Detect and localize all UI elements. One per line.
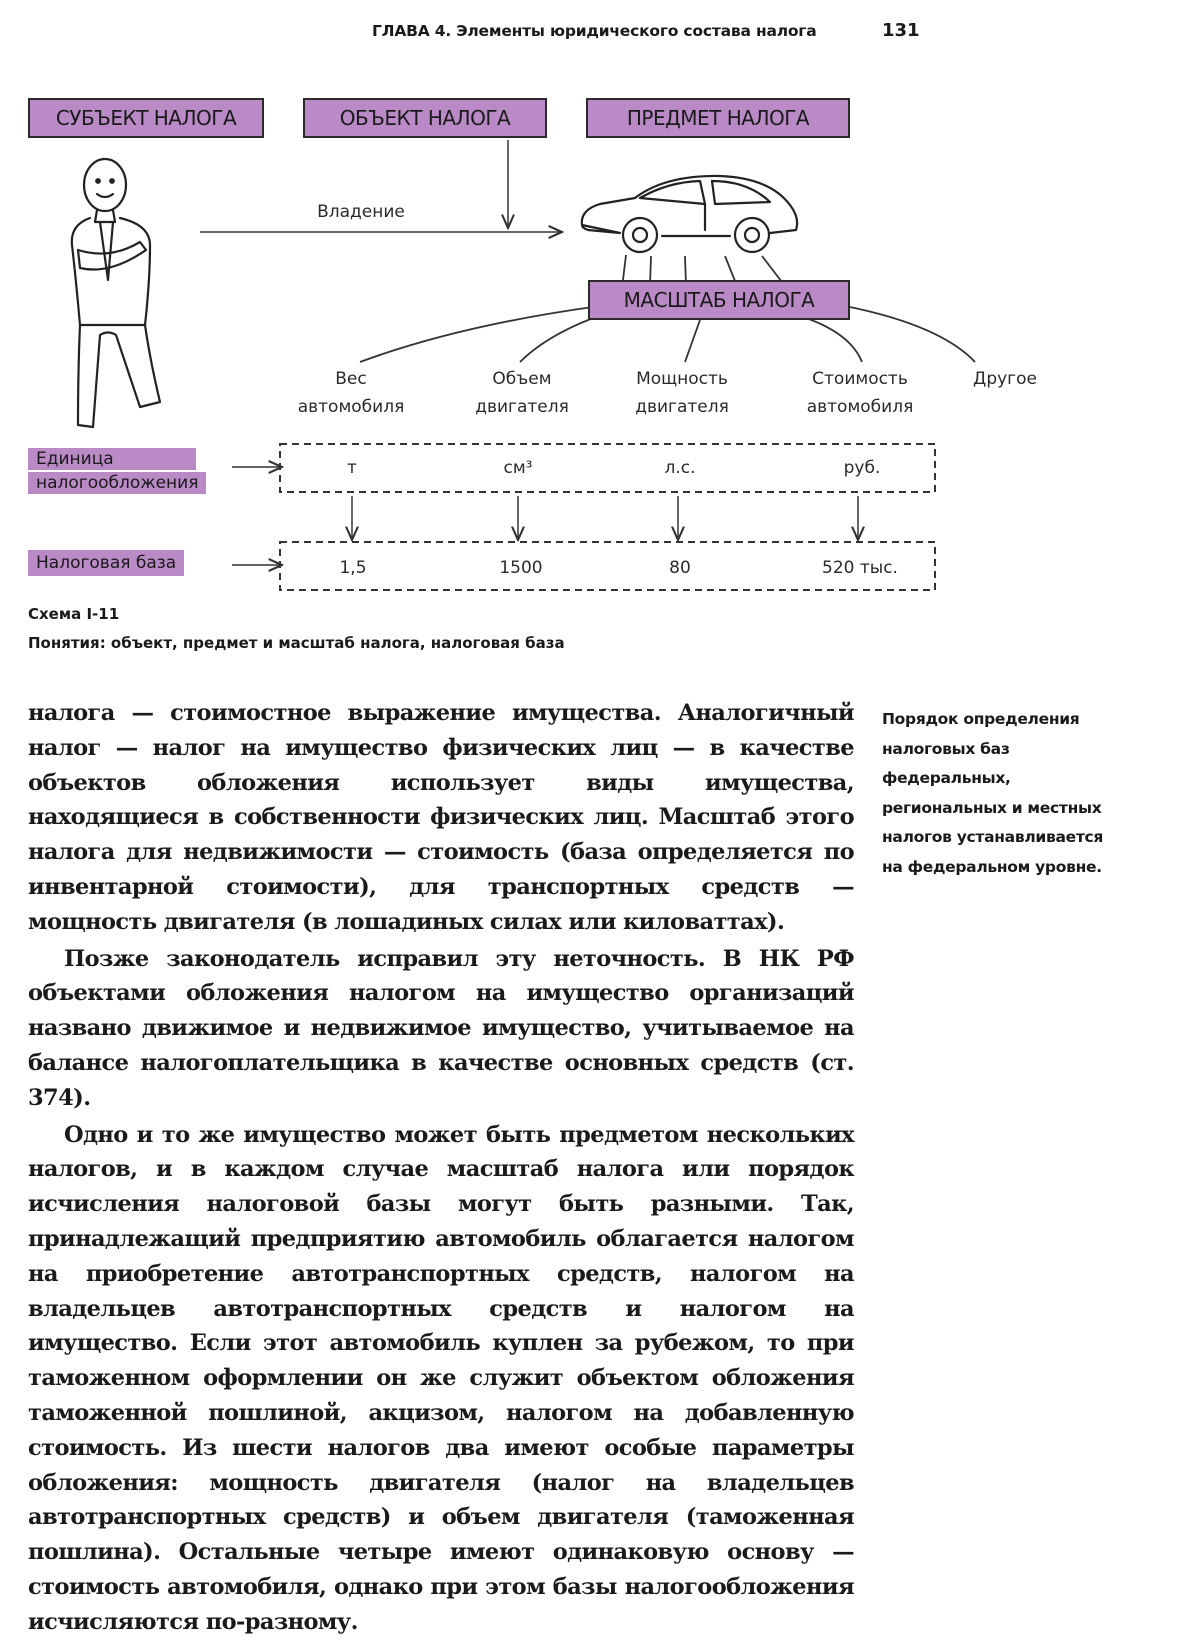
margin-note: Порядок определения налоговых баз федеральных, региональных и местных налогов устанавливается на федеральном уровне. — [882, 710, 1104, 876]
scale-option: Вес автомобиля — [297, 369, 405, 417]
unit-row-label-2: налогообложения — [28, 472, 206, 494]
scale-option: Объем двигателя — [475, 369, 569, 417]
unit-value: руб. — [843, 458, 881, 478]
unit-value: см³ — [503, 458, 533, 478]
base-value: 80 — [669, 558, 691, 578]
chapter-title: ГЛАВА 4. Элементы юридического состава налога — [372, 22, 817, 40]
base-value: 1500 — [499, 558, 543, 578]
unit-row-label: Единица — [28, 448, 196, 470]
object-box: ОБЪЕКТ НАЛОГА — [303, 98, 547, 138]
person-icon — [72, 159, 160, 427]
diagram-lines — [0, 70, 1203, 610]
ownership-label: Владение — [317, 202, 405, 222]
item-box: ПРЕДМЕТ НАЛОГА — [586, 98, 850, 138]
tax-elements-diagram — [0, 70, 1203, 610]
base-value: 1,5 — [339, 558, 367, 578]
main-text — [28, 696, 854, 1640]
base-value: 520 тыс. — [822, 558, 898, 578]
paragraph: налога — стоимостное выражение имущества. Аналогичный налог — налог на имущество физических лиц — в качестве объектов обложения использует виды имущества, находящиеся в собственности физических лиц. Масштаб этого налога для недвижимости — стоимость (база определяется по инвентарной стоимости), для транспортных средств — мощность двигателя (в лошадиных силах или киловаттах). — [28, 700, 854, 935]
unit-value: л.с. — [664, 458, 696, 478]
car-icon — [582, 176, 797, 252]
unit-value: т — [347, 458, 357, 478]
figure-caption — [28, 600, 565, 658]
page-header — [0, 18, 1203, 48]
figure-number: Схема I-11 — [28, 605, 120, 623]
scale-option: Другое — [973, 369, 1037, 389]
scale-option: Мощность двигателя — [635, 369, 729, 417]
page-number: 131 — [882, 20, 920, 41]
scale-option: Стоимость автомобиля — [806, 369, 914, 417]
paragraph: Позже законодатель исправил эту неточность. В НК РФ объектами обложения налогом на имущество организаций названо движимое и недвижимое имущество, учитываемое на балансе налогоплательщика в качестве основных средств (ст. 374). — [28, 945, 854, 1111]
figure-title: Понятия: объект, предмет и масштаб налога, налоговая база — [28, 634, 565, 652]
scale-box: МАСШТАБ НАЛОГА — [588, 280, 850, 320]
subject-box: СУБЪЕКТ НАЛОГА — [28, 98, 264, 138]
paragraph: Одно и то же имущество может быть предметом нескольких налогов, и в каждом случае масштаб налога или порядок исчисления налоговой базы могут быть разными. Так, принадлежащий предприятию автомобиль облагается налогом на приобретение автотранспортных средств, налогом на владельцев автотранспортных средств и налогом на имущество. Если этот автомобиль куплен за рубежом, то при таможенном оформлении он же служит объектом обложения таможенной пошлиной, акцизом, налогом на добавленную стоимость. Из шести налогов два имеют особые параметры обложения: мощность двигателя (налог на владельцев автотранспортных средств) и объем двигателя (таможенная пошлина). Остальные четыре имеют одинаковую основу — стоимость автомобиля, однако при этом базы налогообложения исчисляются по-разному. — [28, 1121, 854, 1635]
base-row-label: Налоговая база — [28, 550, 184, 576]
